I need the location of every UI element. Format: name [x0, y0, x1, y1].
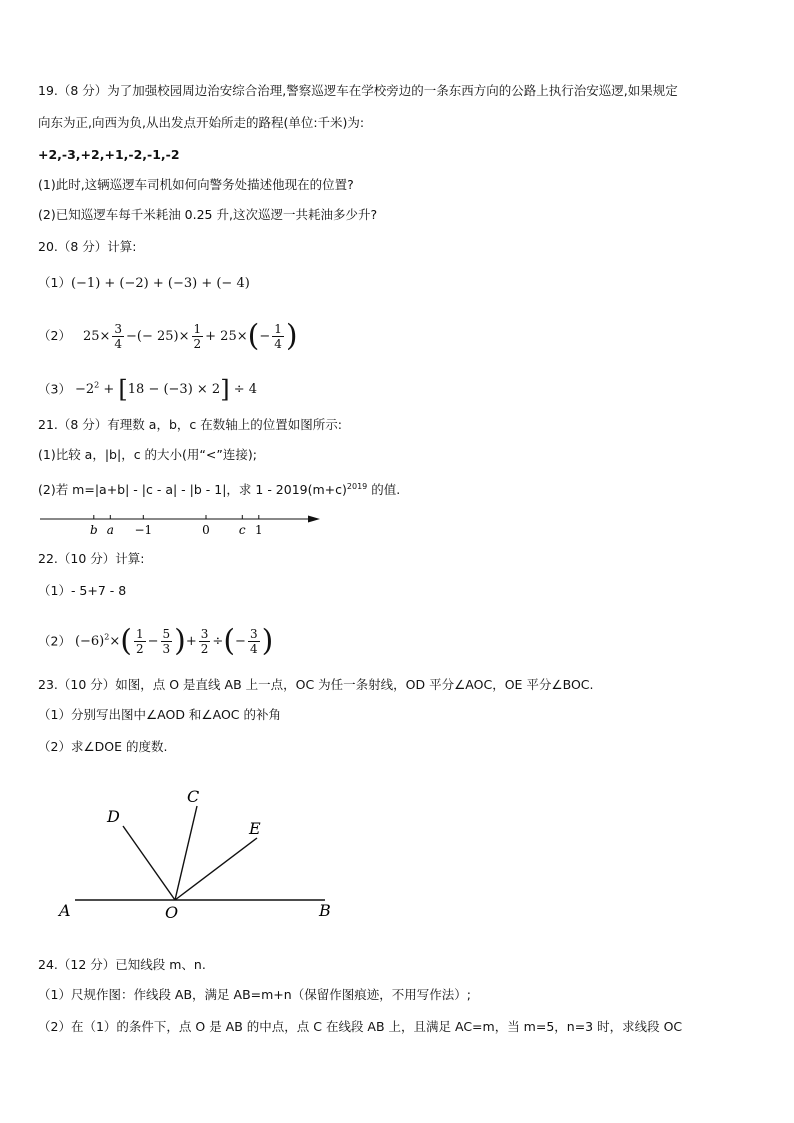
q21-number-line — [38, 506, 328, 540]
frac-denominator: 3 — [162, 642, 171, 657]
axis-ticks — [90, 515, 263, 537]
q20-p2-term-c: + 25× — [205, 329, 248, 344]
axis-arrow-icon — [308, 516, 320, 523]
q20-part2-label: （2） — [38, 328, 71, 343]
q19-data: +2,-3,+2,+1,-2,-1,-2 — [38, 147, 180, 162]
q20-p2-frac3 — [272, 322, 284, 351]
q20-p3-bracket-content: 18 − (−3) × 2 — [127, 382, 221, 398]
q22-p2-minus: − — [147, 634, 159, 650]
q20-p2-frac2 — [192, 322, 204, 351]
q20-p3-divide: ÷ 4 — [233, 382, 258, 398]
frac-denominator: 2 — [193, 337, 202, 351]
label-d: D — [107, 807, 120, 826]
frac-numerator: 1 — [274, 322, 282, 336]
q19-stem-line2: 向东为正,向西为负,从出发点开始所走的路程(单位:千米)为: — [38, 115, 365, 130]
axis-label-2: −1 — [134, 523, 153, 537]
q21-part2-text: (2)若 m=|a+b| - |c - a| - |b - 1|，求 1 - 2019(m+c) — [38, 482, 347, 498]
frac-denominator: 4 — [249, 642, 258, 657]
frac-numerator: 1 — [193, 322, 202, 336]
axis-label-3: 0 — [202, 523, 210, 537]
q22-part2-label: （2） — [38, 633, 71, 649]
q20-part1 — [38, 274, 250, 293]
q22-p2-frac1 — [134, 627, 146, 656]
q23-part2: （2）求∠DOE 的度数. — [38, 739, 168, 754]
label-o: O — [165, 903, 179, 922]
q24-part2: （2）在（1）的条件下，点 O 是 AB 的中点，点 C 在线段 AB 上，且满足 AC=m，当 m=5，n=3 时，求线段 OC — [38, 1019, 683, 1034]
q21-part1: (1)比较 a，|b|，c 的大小(用“<”连接); — [38, 447, 257, 462]
right-paren: ) — [285, 318, 298, 354]
axis-label-4: c — [238, 523, 246, 537]
q20-part3-expr — [74, 375, 258, 404]
q23-stem: 23.（10 分）如图，点 O 是直线 AB 上一点，OC 为任一条射线，OD 平分∠AOC，OE 平分∠BOC. — [38, 677, 594, 692]
frac-denominator: 4 — [114, 337, 123, 351]
q22-p2-divide: ÷ — [212, 634, 224, 650]
q20-p3-exponent: 2 — [94, 381, 100, 390]
q24-stem: 24.（12 分）已知线段 m、n. — [38, 957, 206, 972]
right-bracket: ] — [220, 375, 230, 404]
label-c: C — [187, 787, 200, 806]
q20-part2-expr — [82, 318, 298, 354]
q20-part3 — [38, 372, 257, 404]
frac-numerator: 5 — [162, 627, 171, 642]
frac-numerator: 1 — [135, 627, 144, 642]
q20-part3-label: （3） — [38, 381, 71, 397]
q22-p2-exponent: 2 — [104, 633, 110, 642]
label-a: A — [59, 901, 71, 920]
q20-p3-plus: + — [103, 382, 115, 398]
q20-part1-label: （1） — [38, 275, 71, 290]
q20-part1-expr: (−1) + (−2) + (−3) + (− 4) — [70, 276, 250, 291]
q22-stem: 22.（10 分）计算: — [38, 551, 145, 566]
frac-denominator: 4 — [274, 337, 282, 351]
q21-part2-exponent: 2019 — [346, 482, 368, 491]
q20-p2-term-b: −(− 25)× — [126, 329, 190, 344]
left-paren: ( — [120, 623, 132, 659]
frac-numerator: 3 — [249, 627, 258, 642]
q22-p2-frac3 — [199, 627, 211, 656]
axis-label-0: b — [89, 523, 98, 537]
q22-p2-plus: + — [185, 634, 197, 650]
label-e: E — [249, 819, 261, 838]
q22-p2-times: × — [109, 634, 121, 650]
q20-p3-term-a: −2 — [74, 382, 95, 398]
frac-denominator: 2 — [135, 642, 144, 657]
right-paren: ) — [174, 623, 186, 659]
axis-label-1: a — [106, 523, 114, 537]
q20-p2-term-a: 25× — [82, 329, 111, 344]
q21-part2-tail: 的值. — [367, 482, 401, 498]
frac-denominator: 2 — [200, 642, 209, 657]
q20-p2-neg-sign: − — [259, 329, 271, 344]
q19-part2: (2)已知巡逻车每千米耗油 0.25 升,这次巡逻一共耗油多少升? — [38, 207, 378, 222]
q21-part2 — [38, 478, 400, 499]
q20-p2-frac1 — [112, 322, 124, 351]
q22-p2-frac2 — [161, 627, 173, 656]
q24-part1: （1）尺规作图：作线段 AB，满足 AB=m+n（保留作图痕迹，不用写作法）; — [38, 987, 471, 1002]
label-b: B — [319, 901, 331, 920]
q22-part1-label: （1） — [38, 583, 71, 598]
left-paren: ( — [223, 623, 236, 659]
q22-part2-expr — [74, 623, 274, 659]
q22-p2-neg-sign: − — [235, 634, 246, 650]
q22-part1-expr: - 5+7 - 8 — [70, 583, 127, 598]
q19-part1: (1)此时,这辆巡逻车司机如何向警务处描述他现在的位置? — [38, 177, 354, 192]
left-paren: ( — [247, 318, 260, 354]
q21-stem: 21.（8 分）有理数 a，b，c 在数轴上的位置如图所示: — [38, 417, 342, 432]
q19-stem-line1: 19.（8 分）为了加强校园周边治安综合治理,警察巡逻车在学校旁边的一条东西方向的公路上执行治安巡逻,如果规定 — [38, 83, 678, 98]
q22-part1 — [38, 582, 126, 600]
left-bracket: [ — [118, 375, 128, 404]
right-paren: ) — [261, 623, 274, 659]
frac-numerator: 3 — [114, 322, 123, 336]
axis-label-5: 1 — [254, 523, 263, 537]
q20-stem: 20.（8 分）计算: — [38, 239, 137, 254]
q23-angle-figure — [55, 782, 345, 924]
ray-od — [123, 826, 175, 900]
q23-part1: （1）分别写出图中∠AOD 和∠AOC 的补角 — [38, 707, 282, 722]
frac-numerator: 3 — [200, 627, 209, 642]
q22-part2 — [38, 620, 273, 660]
q22-p2-frac4 — [248, 627, 260, 656]
q22-p2-base: (−6) — [74, 634, 105, 650]
q20-part2 — [38, 318, 298, 355]
